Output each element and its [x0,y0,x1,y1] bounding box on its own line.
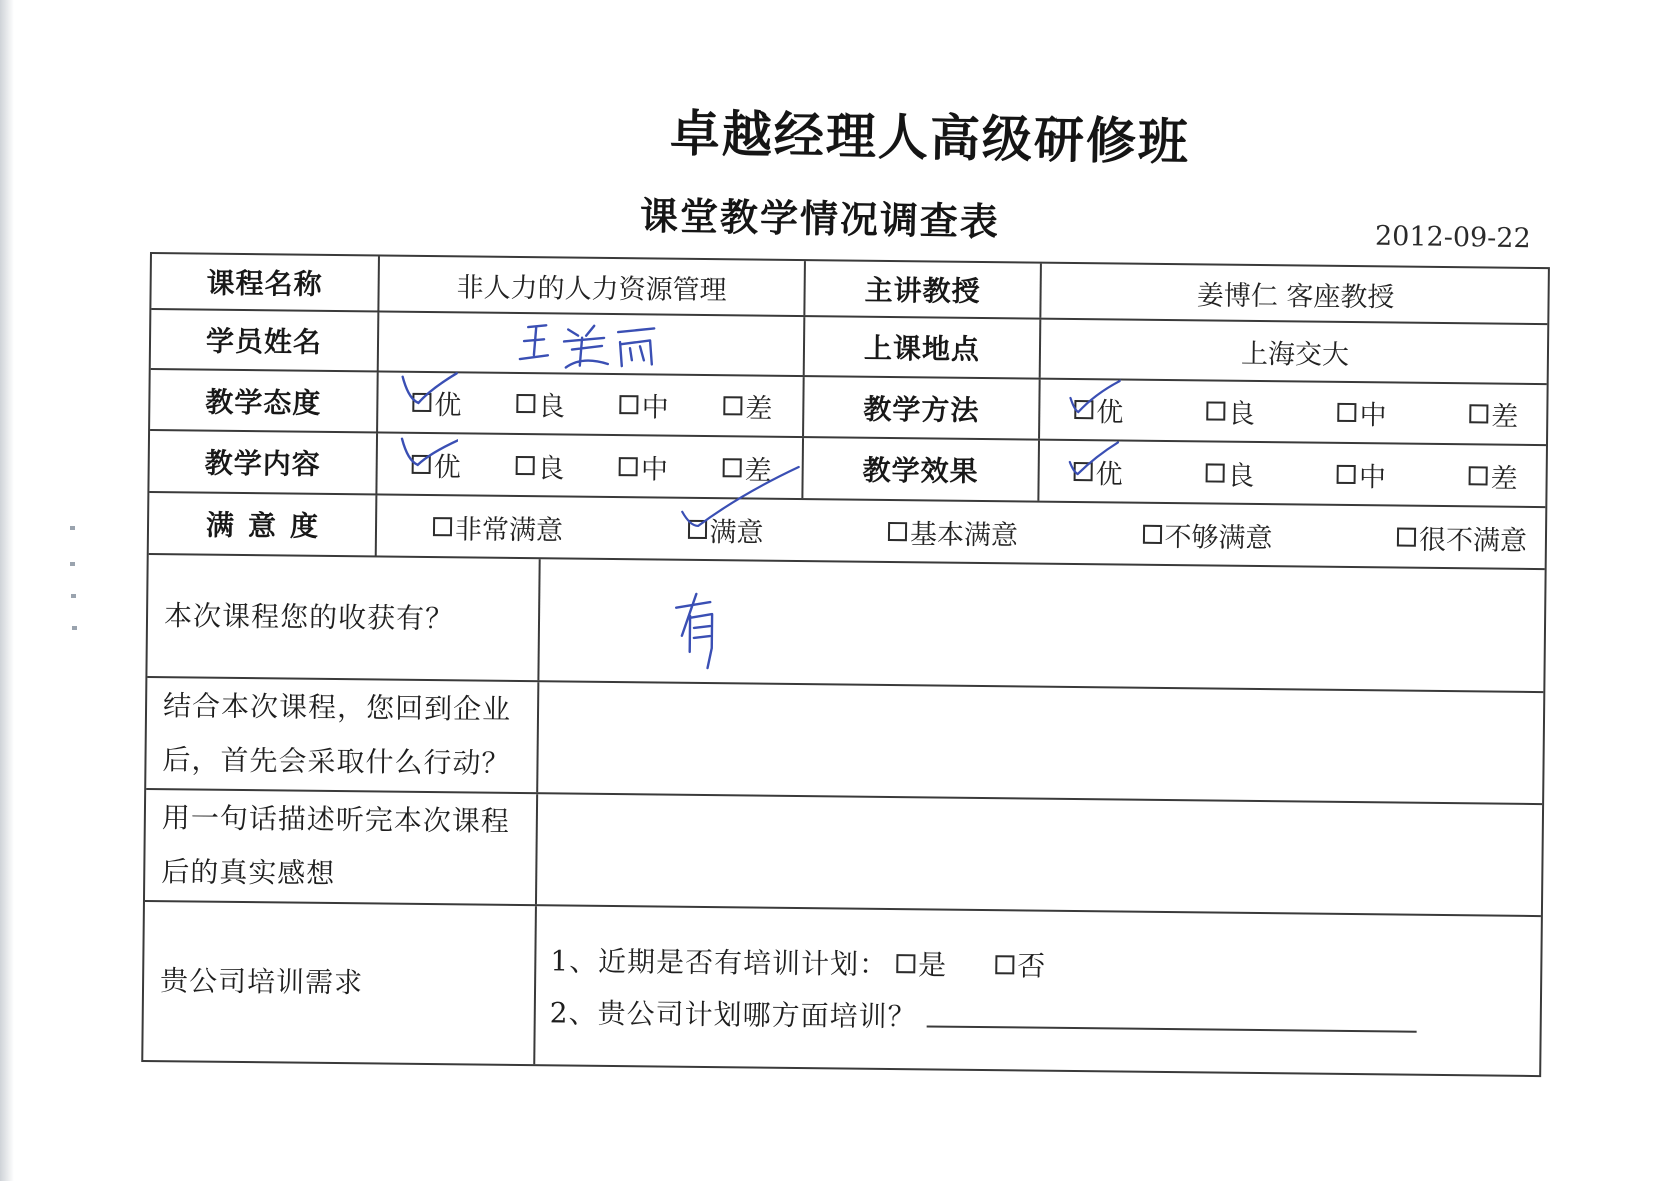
form-date: 2012-09-22 [1374,220,1531,255]
checkbox[interactable] [433,517,452,536]
attitude-label: 教学态度 [150,370,379,431]
checkbox[interactable] [687,519,706,538]
student-name-label: 学员姓名 [151,310,380,370]
method-label: 教学方法 [804,377,1041,439]
training-q2: 2、贵公司计划哪方面培训？ [550,985,1417,1046]
training-label: 贵公司培训需求 [143,902,537,1064]
checkbox[interactable] [515,455,534,474]
gain-handwritten-answer [671,585,732,676]
method-option-excellent[interactable]: 优 [1074,390,1123,430]
checkbox[interactable] [1469,466,1488,485]
checkbox[interactable] [1074,462,1093,481]
checkbox[interactable] [1469,404,1488,423]
course-name-value: 非人力的人力资源管理 [379,256,806,315]
row-training [143,902,1541,1075]
effect-options [1039,441,1548,506]
content-option-excellent[interactable]: 优 [412,444,461,484]
checkbox[interactable] [1397,527,1416,546]
student-name-value [379,312,806,375]
scan-edge [0,0,14,1181]
effect-option-excellent[interactable]: 优 [1073,452,1122,492]
method-option-fair[interactable]: 中 [1337,393,1386,433]
checkbox[interactable] [619,457,638,476]
method-option-good[interactable]: 良 [1206,391,1255,431]
checkbox[interactable] [516,394,535,413]
content-option-fair[interactable]: 中 [619,447,668,487]
satisfaction-option-very-satisfied[interactable]: 非常满意 [433,507,563,547]
checkbox[interactable] [412,393,431,412]
checkbox[interactable] [995,955,1014,974]
checkbox[interactable] [1142,524,1161,543]
checkbox[interactable] [1337,464,1356,483]
attitude-option-poor[interactable]: 差 [723,386,772,426]
gain-question: 本次课程您的收获有？ [147,555,540,680]
training-q1: 1、近期是否有培训计划： 是 否 [550,944,1047,983]
training-needs [535,906,1543,1075]
action-answer-field[interactable] [538,682,1545,803]
feeling-answer-field[interactable] [537,794,1544,915]
satisfaction-option-very-unsatisfied[interactable]: 很不满意 [1397,517,1527,557]
checkbox[interactable] [1338,403,1357,422]
effect-option-good[interactable]: 良 [1205,453,1254,493]
student-signature [506,315,677,373]
attitude-options [378,372,805,436]
checkbox[interactable] [1074,400,1093,419]
checkbox[interactable] [1206,401,1225,420]
attitude-option-good[interactable]: 良 [516,384,565,424]
training-option-no[interactable]: 否 [987,944,1046,985]
lecturer-value: 姜博仁 客座教授 [1196,279,1395,313]
satisfaction-option-satisfied[interactable]: 满意 [687,509,763,549]
content-option-poor[interactable]: 差 [722,448,771,488]
action-question: 结合本次课程，您回到企业后，首先会采取什么行动？ [146,678,539,792]
row-feeling [145,790,1542,917]
checkbox[interactable] [888,522,907,541]
survey-table [141,252,1550,1077]
gain-answer-field[interactable] [539,559,1546,691]
satisfaction-option-basic[interactable]: 基本满意 [888,512,1018,552]
method-option-poor[interactable]: 差 [1469,394,1518,434]
checkbox[interactable] [412,454,431,473]
attitude-option-fair[interactable]: 中 [619,385,668,425]
checkbox[interactable] [1205,463,1224,482]
form-subtitle: 课堂教学情况调查表 [639,193,1001,245]
satisfaction-label: 满意度 [149,493,378,555]
row-gain [147,555,1544,693]
satisfaction-options [377,495,1548,568]
scan-specks [68,526,80,636]
effect-label: 教学效果 [803,438,1040,501]
training-q2-answer-line[interactable] [926,1003,1416,1032]
checkbox[interactable] [896,954,915,973]
form-title: 卓越经理人高级研修班 [669,104,1191,172]
lecturer-label: 主讲教授 [805,261,1042,318]
content-option-good[interactable]: 良 [515,445,564,485]
effect-option-fair[interactable]: 中 [1337,454,1386,494]
location-label: 上课地点 [805,317,1042,378]
training-option-yes[interactable]: 是 [888,943,947,984]
checkbox[interactable] [723,396,742,415]
checkbox[interactable] [723,458,742,477]
attitude-option-excellent[interactable]: 优 [412,383,461,423]
method-options [1040,380,1549,444]
content-label: 教学内容 [149,431,378,493]
feeling-question: 用一句话描述听完本次课程后的真实感想 [145,790,538,904]
location-value: 上海交大 [1240,338,1350,371]
effect-option-poor[interactable]: 差 [1468,456,1517,496]
course-name-label: 课程名称 [151,254,380,310]
content-options [377,433,804,498]
satisfaction-option-insufficient[interactable]: 不够满意 [1142,514,1272,554]
checkbox[interactable] [620,395,639,414]
row-action [146,678,1543,805]
